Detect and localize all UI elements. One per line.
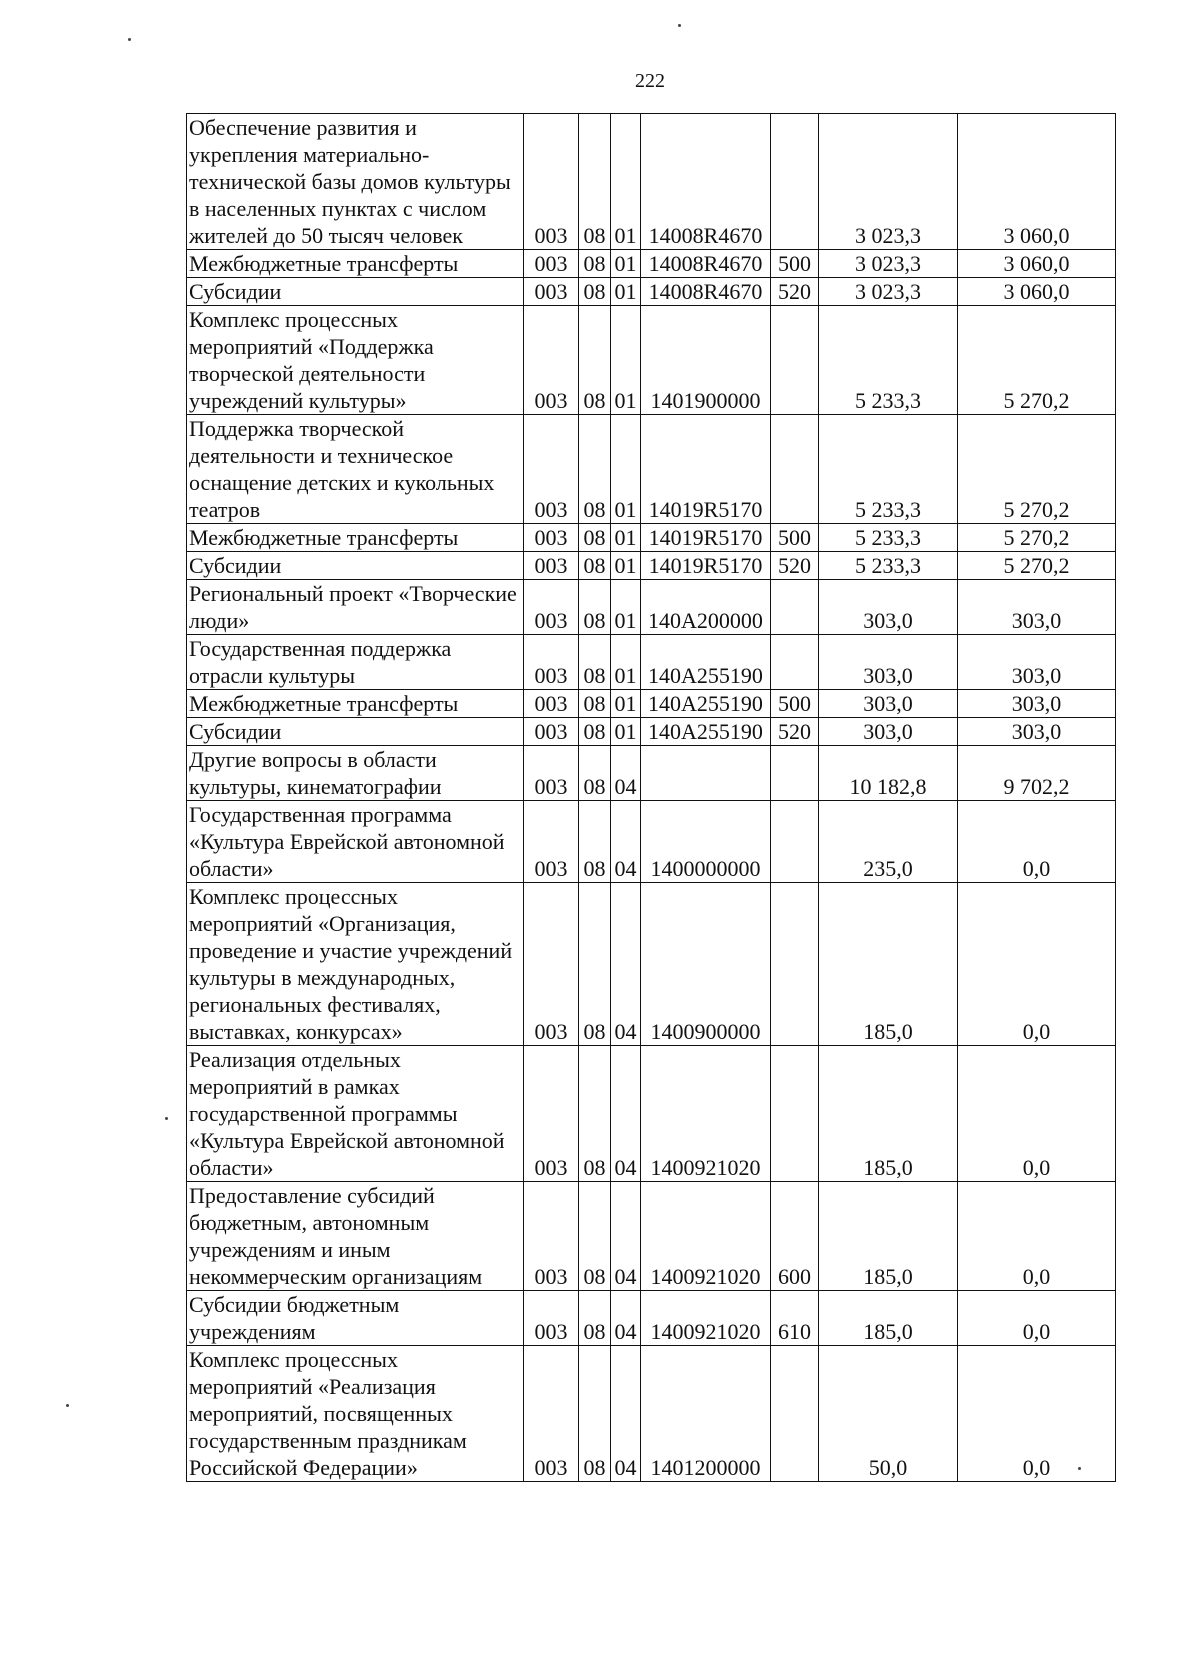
expense-type: 600 <box>771 1182 819 1291</box>
row-name: Комплекс процессных мероприятий «Организация, проведение и участие учреждений культуры в международных, региональных фестивалях, выставках, конкурсах» <box>187 883 524 1046</box>
sum-year-1: 185,0 <box>819 1046 958 1182</box>
admin-code: 003 <box>524 1291 579 1346</box>
table-row <box>187 1346 1116 1482</box>
sum-year-1: 10 182,8 <box>819 746 958 801</box>
sum-year-1: 5 233,3 <box>819 552 958 580</box>
expense-type <box>771 114 819 250</box>
subsection-code: 01 <box>611 552 641 580</box>
subsection-code: 04 <box>611 746 641 801</box>
target-code: 140A200000 <box>641 580 771 635</box>
admin-code: 003 <box>524 580 579 635</box>
sum-year-1: 3 023,3 <box>819 250 958 278</box>
table-row <box>187 552 1116 580</box>
table-row <box>187 635 1116 690</box>
sum-year-1: 235,0 <box>819 801 958 883</box>
sum-year-1: 5 233,3 <box>819 524 958 552</box>
admin-code: 003 <box>524 306 579 415</box>
target-code <box>641 746 771 801</box>
expense-type <box>771 801 819 883</box>
sum-year-1: 50,0 <box>819 1346 958 1482</box>
admin-code: 003 <box>524 1182 579 1291</box>
expense-type <box>771 635 819 690</box>
row-name: Межбюджетные трансферты <box>187 524 524 552</box>
admin-code: 003 <box>524 1046 579 1182</box>
subsection-code: 01 <box>611 690 641 718</box>
table-row <box>187 580 1116 635</box>
expense-type: 520 <box>771 718 819 746</box>
table-row <box>187 524 1116 552</box>
table-row <box>187 690 1116 718</box>
admin-code: 003 <box>524 883 579 1046</box>
subsection-code: 01 <box>611 635 641 690</box>
scan-speck <box>165 1117 168 1120</box>
subsection-code: 01 <box>611 250 641 278</box>
target-code: 14008R4670 <box>641 278 771 306</box>
table-row <box>187 746 1116 801</box>
expense-type <box>771 306 819 415</box>
expense-type: 500 <box>771 250 819 278</box>
section-code: 08 <box>579 635 611 690</box>
row-name: Другие вопросы в области культуры, кинематографии <box>187 746 524 801</box>
sum-year-2: 3 060,0 <box>958 278 1116 306</box>
admin-code: 003 <box>524 552 579 580</box>
expense-type: 520 <box>771 552 819 580</box>
sum-year-2: 5 270,2 <box>958 415 1116 524</box>
section-code: 08 <box>579 690 611 718</box>
sum-year-2: 5 270,2 <box>958 524 1116 552</box>
subsection-code: 04 <box>611 1291 641 1346</box>
expense-type <box>771 1346 819 1482</box>
row-name: Обеспечение развития и укрепления материально-технической базы домов культуры в населенных пунктах с числом жителей до 50 тысяч человек <box>187 114 524 250</box>
section-code: 08 <box>579 883 611 1046</box>
row-name: Государственная поддержка отрасли культуры <box>187 635 524 690</box>
row-name: Комплекс процессных мероприятий «Реализация мероприятий, посвященных государственным праздникам Российской Федерации» <box>187 1346 524 1482</box>
subsection-code: 01 <box>611 524 641 552</box>
section-code: 08 <box>579 801 611 883</box>
admin-code: 003 <box>524 114 579 250</box>
sum-year-2: 303,0 <box>958 718 1116 746</box>
expense-type: 500 <box>771 690 819 718</box>
target-code: 1400000000 <box>641 801 771 883</box>
expense-type <box>771 746 819 801</box>
sum-year-2: 0,0 <box>958 1046 1116 1182</box>
row-name: Субсидии <box>187 718 524 746</box>
sum-year-1: 303,0 <box>819 580 958 635</box>
expense-type <box>771 580 819 635</box>
sum-year-2: 5 270,2 <box>958 552 1116 580</box>
sum-year-1: 303,0 <box>819 718 958 746</box>
sum-year-1: 303,0 <box>819 690 958 718</box>
expense-type: 500 <box>771 524 819 552</box>
target-code: 1401200000 <box>641 1346 771 1482</box>
section-code: 08 <box>579 746 611 801</box>
section-code: 08 <box>579 306 611 415</box>
row-name: Комплекс процессных мероприятий «Поддержка творческой деятельности учреждений культуры» <box>187 306 524 415</box>
section-code: 08 <box>579 1346 611 1482</box>
sum-year-1: 185,0 <box>819 1182 958 1291</box>
sum-year-2: 0,0 <box>958 1291 1116 1346</box>
table-row <box>187 278 1116 306</box>
target-code: 1400921020 <box>641 1291 771 1346</box>
sum-year-2: 0,0 <box>958 1182 1116 1291</box>
subsection-code: 01 <box>611 278 641 306</box>
section-code: 08 <box>579 1291 611 1346</box>
table-row <box>187 415 1116 524</box>
subsection-code: 04 <box>611 883 641 1046</box>
expense-type: 610 <box>771 1291 819 1346</box>
sum-year-2: 303,0 <box>958 690 1116 718</box>
expense-type <box>771 1046 819 1182</box>
target-code: 140A255190 <box>641 635 771 690</box>
sum-year-2: 5 270,2 <box>958 306 1116 415</box>
target-code: 14008R4670 <box>641 250 771 278</box>
admin-code: 003 <box>524 635 579 690</box>
target-code: 1400921020 <box>641 1046 771 1182</box>
section-code: 08 <box>579 1046 611 1182</box>
target-code: 14019R5170 <box>641 524 771 552</box>
subsection-code: 01 <box>611 718 641 746</box>
section-code: 08 <box>579 250 611 278</box>
row-name: Предоставление субсидий бюджетным, автономным учреждениям и иным некоммерческим организациям <box>187 1182 524 1291</box>
subsection-code: 01 <box>611 580 641 635</box>
target-code: 140A255190 <box>641 690 771 718</box>
sum-year-1: 3 023,3 <box>819 114 958 250</box>
target-code: 14019R5170 <box>641 415 771 524</box>
row-name: Государственная программа «Культура Еврейской автономной области» <box>187 801 524 883</box>
subsection-code: 04 <box>611 1346 641 1482</box>
sum-year-2: 0,0 <box>958 1346 1116 1482</box>
sum-year-2: 303,0 <box>958 580 1116 635</box>
row-name: Региональный проект «Творческие люди» <box>187 580 524 635</box>
admin-code: 003 <box>524 250 579 278</box>
target-code: 14008R4670 <box>641 114 771 250</box>
sum-year-1: 185,0 <box>819 1291 958 1346</box>
sum-year-1: 5 233,3 <box>819 306 958 415</box>
target-code: 1400900000 <box>641 883 771 1046</box>
subsection-code: 01 <box>611 306 641 415</box>
row-name: Реализация отдельных мероприятий в рамках государственной программы «Культура Еврейской автономной области» <box>187 1046 524 1182</box>
sum-year-2: 0,0 <box>958 801 1116 883</box>
sum-year-1: 185,0 <box>819 883 958 1046</box>
table-row <box>187 801 1116 883</box>
admin-code: 003 <box>524 801 579 883</box>
admin-code: 003 <box>524 1346 579 1482</box>
expense-type: 520 <box>771 278 819 306</box>
section-code: 08 <box>579 278 611 306</box>
row-name: Субсидии <box>187 552 524 580</box>
row-name: Межбюджетные трансферты <box>187 250 524 278</box>
section-code: 08 <box>579 580 611 635</box>
target-code: 1400921020 <box>641 1182 771 1291</box>
admin-code: 003 <box>524 278 579 306</box>
subsection-code: 01 <box>611 415 641 524</box>
table-row <box>187 306 1116 415</box>
sum-year-2: 303,0 <box>958 635 1116 690</box>
table-row <box>187 718 1116 746</box>
subsection-code: 01 <box>611 114 641 250</box>
admin-code: 003 <box>524 746 579 801</box>
scan-speck <box>128 38 131 41</box>
section-code: 08 <box>579 524 611 552</box>
section-code: 08 <box>579 552 611 580</box>
section-code: 08 <box>579 718 611 746</box>
row-name: Субсидии <box>187 278 524 306</box>
expense-type <box>771 883 819 1046</box>
table-row <box>187 1182 1116 1291</box>
budget-table <box>186 113 1116 1482</box>
subsection-code: 04 <box>611 801 641 883</box>
section-code: 08 <box>579 415 611 524</box>
target-code: 14019R5170 <box>641 552 771 580</box>
sum-year-2: 3 060,0 <box>958 114 1116 250</box>
table-row <box>187 1046 1116 1182</box>
sum-year-1: 3 023,3 <box>819 278 958 306</box>
admin-code: 003 <box>524 718 579 746</box>
table-row <box>187 250 1116 278</box>
page-number: 222 <box>635 70 665 92</box>
table-row <box>187 883 1116 1046</box>
scan-speck <box>678 24 681 27</box>
scan-speck <box>66 1404 69 1407</box>
section-code: 08 <box>579 114 611 250</box>
row-name: Межбюджетные трансферты <box>187 690 524 718</box>
subsection-code: 04 <box>611 1046 641 1182</box>
subsection-code: 04 <box>611 1182 641 1291</box>
expense-type <box>771 415 819 524</box>
admin-code: 003 <box>524 524 579 552</box>
row-name: Субсидии бюджетным учреждениям <box>187 1291 524 1346</box>
table-row <box>187 114 1116 250</box>
admin-code: 003 <box>524 690 579 718</box>
sum-year-1: 5 233,3 <box>819 415 958 524</box>
sum-year-1: 303,0 <box>819 635 958 690</box>
target-code: 1401900000 <box>641 306 771 415</box>
sum-year-2: 0,0 <box>958 883 1116 1046</box>
target-code: 140A255190 <box>641 718 771 746</box>
table-row <box>187 1291 1116 1346</box>
row-name: Поддержка творческой деятельности и техническое оснащение детских и кукольных театров <box>187 415 524 524</box>
sum-year-2: 9 702,2 <box>958 746 1116 801</box>
section-code: 08 <box>579 1182 611 1291</box>
sum-year-2: 3 060,0 <box>958 250 1116 278</box>
admin-code: 003 <box>524 415 579 524</box>
